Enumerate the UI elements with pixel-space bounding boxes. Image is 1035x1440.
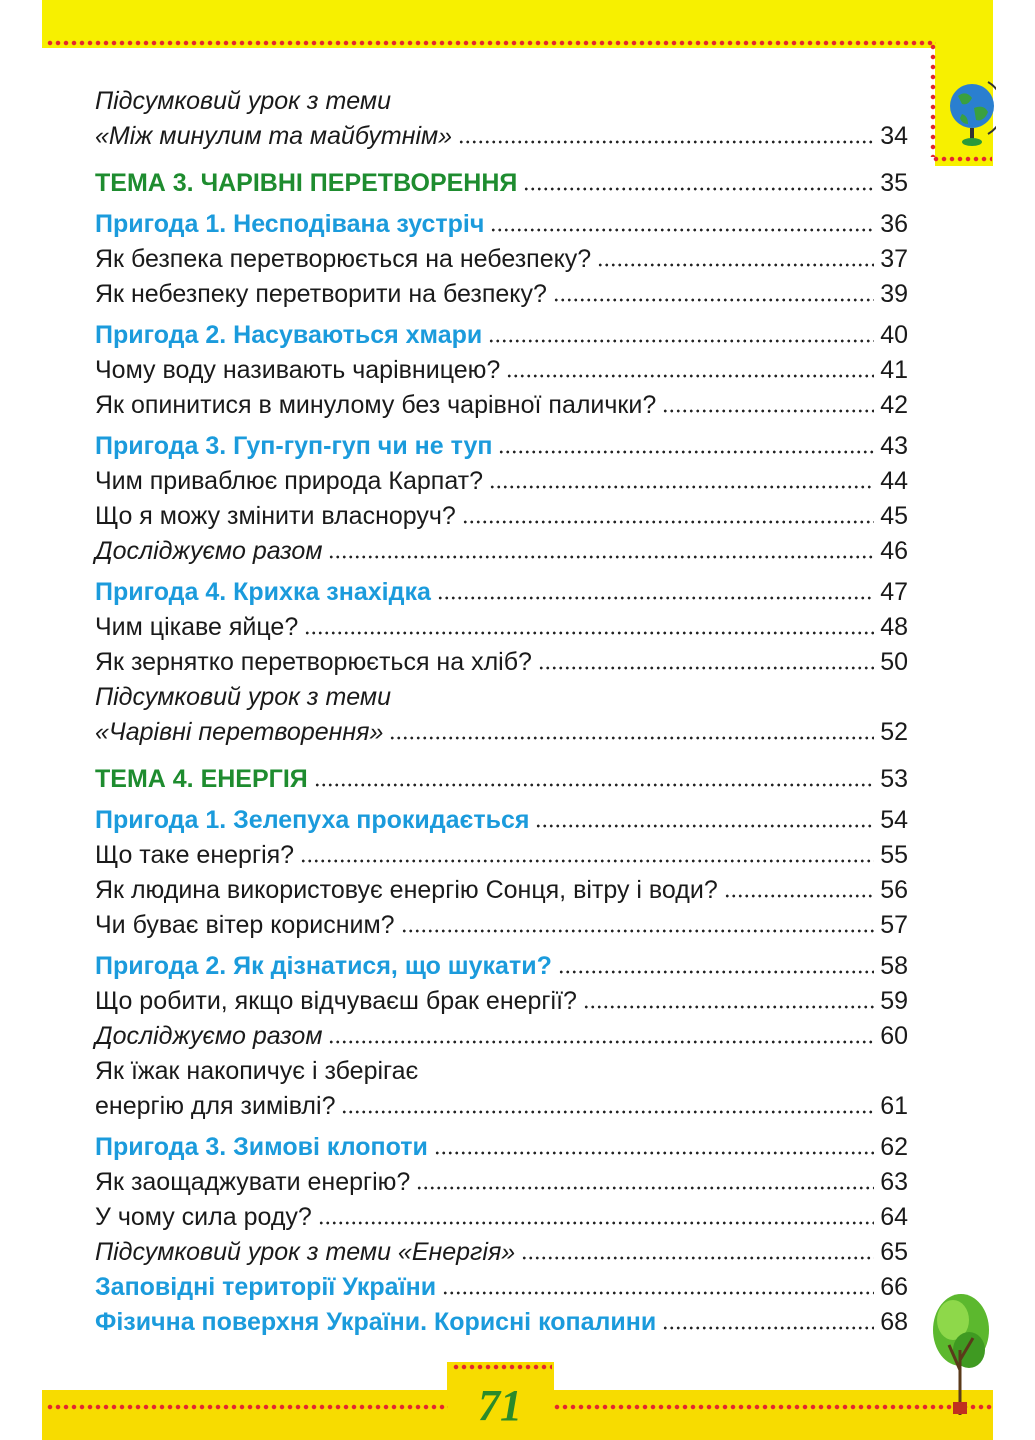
table-of-contents [95,84,908,1340]
toc-entry-title: Підсумковий урок з теми [95,683,391,711]
toc-entry-title: Чому воду називають чарівницею? [95,356,501,384]
toc-entry[interactable] [95,1130,908,1165]
toc-entry-title: Досліджуємо разом [95,537,323,565]
toc-entry-title: Як безпека перетворюється на небезпеку? [95,245,592,273]
toc-entry-title: енергію для зимівлі? [95,1092,336,1120]
toc-entry-page: 60 [880,1022,908,1050]
dot-leader [583,1005,874,1009]
toc-entry[interactable] [95,534,908,569]
dot-leader [523,187,874,191]
dot-leader [416,1186,874,1190]
toc-entry-title: Як їжак накопичує і зберігає [95,1057,419,1085]
dot-leader [488,339,874,343]
toc-entry-page: 66 [880,1273,908,1301]
toc-entry[interactable] [95,762,908,797]
toc-entry-page: 65 [880,1238,908,1266]
toc-entry[interactable] [95,84,908,119]
tree-icon [925,1290,995,1420]
dot-leader [662,1326,874,1330]
toc-entry-page: 54 [880,806,908,834]
toc-entry-page: 41 [880,356,908,384]
dot-leader [328,1040,874,1044]
toc-entry-title: Фізична поверхня України. Корисні копалини [95,1308,657,1336]
toc-entry-page: 68 [880,1308,908,1336]
dot-leader [521,1256,874,1260]
toc-entry[interactable] [95,242,908,277]
toc-entry-title: Пригода 2. Як дізнатися, що шукати? [95,952,552,980]
toc-entry[interactable] [95,1235,908,1270]
toc-entry[interactable] [95,873,908,908]
toc-entry-page: 64 [880,1203,908,1231]
dot-leader [662,409,874,413]
toc-entry[interactable] [95,277,908,312]
dot-leader [328,555,874,559]
dot-leader [558,970,874,974]
top-dotted-border [46,40,936,46]
toc-entry[interactable] [95,1089,908,1124]
dot-leader [304,631,874,635]
toc-entry-title: ТЕМА 4. ЕНЕРГІЯ [95,765,308,793]
toc-entry[interactable] [95,715,908,750]
toc-entry-title: Що таке енергія? [95,841,295,869]
toc-entry-title: У чому сила роду? [95,1203,312,1231]
toc-entry[interactable] [95,610,908,645]
dot-leader [490,228,874,232]
toc-entry-page: 48 [880,613,908,641]
toc-entry-page: 42 [880,391,908,419]
toc-entry-page: 55 [880,841,908,869]
toc-entry[interactable] [95,119,908,154]
toc-entry-page: 56 [880,876,908,904]
dot-leader [434,1151,874,1155]
toc-entry-page: 46 [880,537,908,565]
dot-leader [442,1291,874,1295]
toc-entry-page: 62 [880,1133,908,1161]
toc-entry[interactable] [95,1054,908,1089]
dot-leader [300,859,874,863]
dot-leader [538,666,874,670]
dot-leader [498,450,874,454]
toc-entry-page: 50 [880,648,908,676]
toc-entry-title: Пригода 1. Несподівана зустріч [95,210,485,238]
toc-entry-title: Підсумковий урок з теми [95,87,391,115]
toc-entry-title: Пригода 1. Зелепуха прокидається [95,806,530,834]
toc-entry-page: 40 [880,321,908,349]
dot-leader [724,894,874,898]
toc-entry[interactable] [95,680,908,715]
toc-entry[interactable] [95,984,908,1019]
toc-entry-title: Пригода 3. Зимові клопоти [95,1133,428,1161]
toc-entry[interactable] [95,318,908,353]
dot-leader [489,485,874,489]
toc-entry[interactable] [95,838,908,873]
right-dotted-border-bottom [932,156,992,162]
toc-entry-title: Пригода 3. Гуп-гуп-гуп чи не туп [95,432,493,460]
toc-entry[interactable] [95,949,908,984]
toc-entry-title: Чи буває вітер корисним? [95,911,395,939]
toc-entry[interactable] [95,1200,908,1235]
toc-entry-page: 52 [880,718,908,746]
toc-entry-page: 43 [880,432,908,460]
toc-entry[interactable] [95,908,908,943]
toc-entry[interactable] [95,645,908,680]
toc-entry-page: 61 [880,1092,908,1120]
globe-icon [948,78,996,150]
toc-entry[interactable] [95,464,908,499]
toc-entry-title: Заповідні території України [95,1273,437,1301]
toc-entry-page: 57 [880,911,908,939]
dot-leader [553,298,874,302]
dot-leader [341,1110,874,1114]
bottom-dotted-border-left [46,1404,448,1410]
toc-entry-title: Чим цікаве яйце? [95,613,299,641]
toc-entry-title: Як зернятко перетворюється на хліб? [95,648,532,676]
toc-entry-title: Підсумковий урок з теми «Енергія» [95,1238,516,1266]
toc-entry-page: 47 [880,578,908,606]
toc-entry-title: Що робити, якщо відчуваєш брак енергії? [95,987,577,1015]
toc-entry-title: Як людина використовує енергію Сонця, вітру і води? [95,876,718,904]
toc-entry-title: «Чарівні перетворення» [95,718,384,746]
toc-entry-page: 63 [880,1168,908,1196]
toc-entry-page: 44 [880,467,908,495]
toc-entry[interactable] [95,575,908,610]
toc-entry-title: Як опинитися в минулому без чарівної палички? [95,391,657,419]
dot-leader [597,263,874,267]
toc-entry[interactable] [95,1270,908,1305]
toc-entry-title: Що я можу змінити власноруч? [95,502,456,530]
toc-entry[interactable] [95,388,908,423]
dot-leader [318,1221,874,1225]
toc-entry-page: 53 [880,765,908,793]
toc-entry[interactable] [95,353,908,388]
toc-entry[interactable] [95,1019,908,1054]
toc-entry[interactable] [95,166,908,201]
toc-entry-title: ТЕМА 3. ЧАРІВНІ ПЕРЕТВОРЕННЯ [95,169,518,197]
toc-entry-title: Чим приваблює природа Карпат? [95,467,484,495]
toc-entry-title: «Між минулим та майбутнім» [95,122,453,150]
toc-entry-title: Пригода 4. Крихка знахідка [95,578,431,606]
toc-entry[interactable] [95,803,908,838]
toc-entry[interactable] [95,499,908,534]
toc-entry-page: 58 [880,952,908,980]
dot-leader [314,783,874,787]
tab-dotted-border [452,1364,552,1370]
toc-entry[interactable] [95,429,908,464]
toc-entry[interactable] [95,207,908,242]
dot-leader [389,736,874,740]
toc-entry-page: 37 [880,245,908,273]
toc-entry-page: 35 [880,169,908,197]
toc-entry-page: 59 [880,987,908,1015]
toc-entry-page: 45 [880,502,908,530]
dot-leader [535,824,874,828]
toc-entry-title: Пригода 2. Насуваються хмари [95,321,483,349]
toc-entry[interactable] [95,1165,908,1200]
dot-leader [458,140,874,144]
dot-leader [437,596,874,600]
toc-entry[interactable] [95,1305,908,1340]
page-number: 71 [478,1381,522,1430]
right-dotted-border [930,42,936,157]
toc-entry-page: 39 [880,280,908,308]
toc-entry-title: Як заощаджувати енергію? [95,1168,411,1196]
toc-entry-title: Як небезпеку перетворити на безпеку? [95,280,547,308]
toc-entry-page: 34 [880,122,908,150]
dot-leader [462,520,874,524]
toc-entry-page: 36 [880,210,908,238]
dot-leader [506,374,874,378]
toc-entry-title: Досліджуємо разом [95,1022,323,1050]
dot-leader [401,929,875,933]
